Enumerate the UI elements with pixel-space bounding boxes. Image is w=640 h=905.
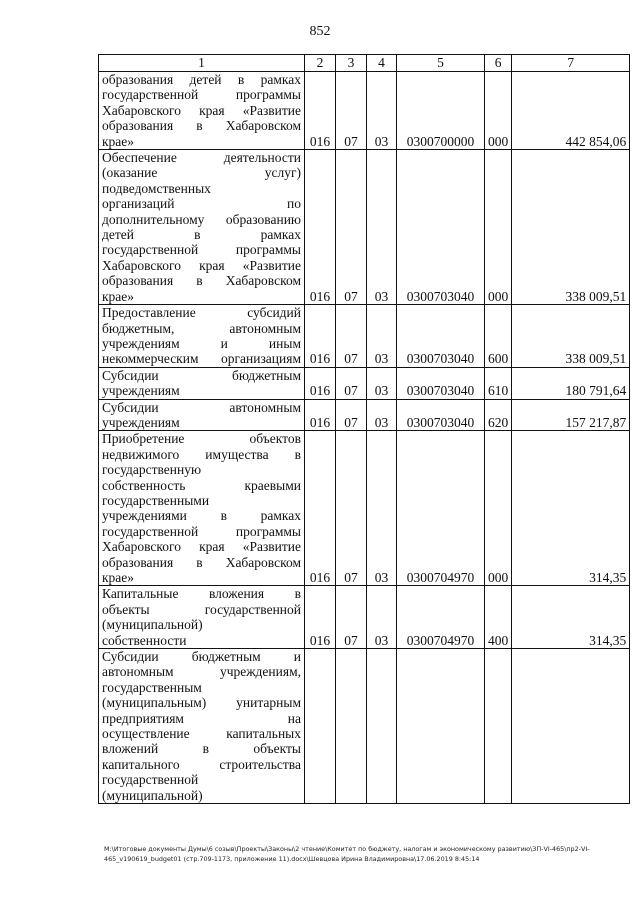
description-line: крае» xyxy=(102,288,135,304)
column-header: 7 xyxy=(512,55,630,72)
code-cell: 03 xyxy=(367,305,397,368)
code-cell xyxy=(336,649,367,804)
description-line: детей в рамках xyxy=(102,227,301,243)
description-line: Хабаровского края «Развитие xyxy=(102,102,301,118)
description-line: государственными xyxy=(102,492,210,508)
code-cell: 000 xyxy=(485,72,512,150)
code-cell: 400 xyxy=(485,586,512,649)
description-line: Предоставление субсидий xyxy=(102,305,301,321)
description-line: организаций по xyxy=(102,196,301,212)
code-cell: 0300700000 xyxy=(397,72,485,150)
code-cell: 0300704970 xyxy=(397,586,485,649)
code-cell: 07 xyxy=(336,399,367,431)
code-cell: 016 xyxy=(305,367,336,399)
row-description xyxy=(99,305,305,368)
table-row xyxy=(99,649,630,804)
code-cell xyxy=(367,649,397,804)
amount-cell: 338 009,51 xyxy=(512,150,630,305)
row-description xyxy=(99,150,305,305)
description-line: (муниципальной) xyxy=(102,787,203,803)
description-line: собственность краевыми xyxy=(102,477,301,493)
page-number: 852 xyxy=(309,24,331,39)
amount-cell: 442 854,06 xyxy=(512,72,630,150)
code-cell: 016 xyxy=(305,305,336,368)
description-line: государственным xyxy=(102,679,202,695)
description-line: образования в Хабаровском xyxy=(102,118,301,134)
table-row xyxy=(99,399,630,431)
description-line: автономным учреждениям, xyxy=(102,664,301,680)
column-header: 2 xyxy=(305,55,336,72)
code-cell: 03 xyxy=(367,367,397,399)
code-cell: 07 xyxy=(336,431,367,586)
code-cell: 07 xyxy=(336,305,367,368)
description-line: образования в Хабаровском xyxy=(102,554,301,570)
description-line: государственной xyxy=(102,772,199,788)
amount-cell: 314,35 xyxy=(512,586,630,649)
footer-line: М:\Итоговые документы Думы\6 созыв\Проекты\Законы\2 чтение\Комитет по бюджету, налогам и экономическому развитию\ЗП-VI-465\пр2-VI- xyxy=(104,845,590,853)
row-description xyxy=(99,586,305,649)
column-header: 5 xyxy=(397,55,485,72)
description-line: Субсидии бюджетным и xyxy=(102,649,301,665)
code-cell: 016 xyxy=(305,399,336,431)
row-description xyxy=(99,72,305,150)
description-line: Субсидии автономным xyxy=(102,399,301,415)
code-cell: 07 xyxy=(336,72,367,150)
code-cell: 600 xyxy=(485,305,512,368)
description-line: капитального строительства xyxy=(102,756,301,772)
description-line: Субсидии бюджетным xyxy=(102,367,301,383)
description-line: Обеспечение деятельности xyxy=(102,150,301,166)
code-cell: 07 xyxy=(336,150,367,305)
code-cell: 07 xyxy=(336,367,367,399)
code-cell: 016 xyxy=(305,72,336,150)
table-row xyxy=(99,150,630,305)
description-line: предприятиям на xyxy=(102,710,301,726)
table-row xyxy=(99,367,630,399)
description-line: государственной программы xyxy=(102,87,301,103)
code-cell: 016 xyxy=(305,586,336,649)
description-line: дополнительному образованию xyxy=(102,211,301,227)
description-line: учреждениями в рамках xyxy=(102,508,301,524)
table-row xyxy=(99,431,630,586)
table-header-row xyxy=(99,55,630,72)
code-cell xyxy=(485,649,512,804)
description-line: крае» xyxy=(102,570,135,585)
code-cell: 03 xyxy=(367,399,397,431)
description-line: государственной программы xyxy=(102,242,301,258)
description-line: осуществление капитальных xyxy=(102,726,301,742)
code-cell: 0300703040 xyxy=(397,305,485,368)
description-line: Приобретение объектов xyxy=(102,431,301,447)
description-line: крае» xyxy=(102,133,135,149)
code-cell: 03 xyxy=(367,586,397,649)
code-cell: 610 xyxy=(485,367,512,399)
amount-cell: 180 791,64 xyxy=(512,367,630,399)
table-row xyxy=(99,72,630,150)
code-cell: 000 xyxy=(485,150,512,305)
code-cell: 000 xyxy=(485,431,512,586)
description-line: учреждениям xyxy=(102,383,180,399)
description-line: подведомственных xyxy=(102,180,211,196)
code-cell: 0300704970 xyxy=(397,431,485,586)
description-line: учреждениям xyxy=(102,414,180,430)
row-description xyxy=(99,649,305,804)
column-header: 3 xyxy=(336,55,367,72)
code-cell: 016 xyxy=(305,431,336,586)
description-line: Хабаровского края «Развитие xyxy=(102,257,301,273)
description-line: недвижимого имущества в xyxy=(102,446,301,462)
footer-line: 465_v190619_budget01 (стр.709-1173, приложение 11).docx\Шевцова Ирина Владимировна\17.06.2019 8:45:14 xyxy=(104,855,480,863)
code-cell: 03 xyxy=(367,150,397,305)
description-line: объекты государственной xyxy=(102,601,301,617)
description-line: Хабаровского края «Развитие xyxy=(102,539,301,555)
code-cell: 0300703040 xyxy=(397,367,485,399)
description-line: учреждениям и иным xyxy=(102,335,301,351)
row-description xyxy=(99,399,305,431)
row-description xyxy=(99,367,305,399)
amount-cell xyxy=(512,649,630,804)
budget-table xyxy=(98,54,630,804)
description-line: государственной программы xyxy=(102,523,301,539)
amount-cell: 338 009,51 xyxy=(512,305,630,368)
code-cell: 016 xyxy=(305,150,336,305)
code-cell: 0300703040 xyxy=(397,399,485,431)
table-row xyxy=(99,305,630,368)
description-line: Капитальные вложения в xyxy=(102,586,301,602)
amount-cell: 157 217,87 xyxy=(512,399,630,431)
code-cell: 620 xyxy=(485,399,512,431)
code-cell: 07 xyxy=(336,586,367,649)
code-cell xyxy=(397,649,485,804)
code-cell: 03 xyxy=(367,431,397,586)
description-line: вложений в объекты xyxy=(102,741,301,757)
description-line: некоммерческим организациям xyxy=(102,351,301,367)
description-line: (оказание услуг) xyxy=(102,165,301,181)
code-cell xyxy=(305,649,336,804)
description-line: (муниципальным) унитарным xyxy=(102,695,301,711)
column-header: 1 xyxy=(99,55,305,72)
description-line: бюджетным, автономным xyxy=(102,320,301,336)
amount-cell: 314,35 xyxy=(512,431,630,586)
table-row xyxy=(99,586,630,649)
description-line: образования детей в рамках xyxy=(102,72,301,87)
column-header: 4 xyxy=(367,55,397,72)
description-line: образования в Хабаровском xyxy=(102,273,301,289)
row-description xyxy=(99,431,305,586)
description-line: собственности xyxy=(102,632,187,648)
column-header: 6 xyxy=(485,55,512,72)
code-cell: 03 xyxy=(367,72,397,150)
description-line: (муниципальной) xyxy=(102,617,203,633)
description-line: государственную xyxy=(102,462,202,478)
document-path-footer xyxy=(104,844,624,864)
code-cell: 0300703040 xyxy=(397,150,485,305)
